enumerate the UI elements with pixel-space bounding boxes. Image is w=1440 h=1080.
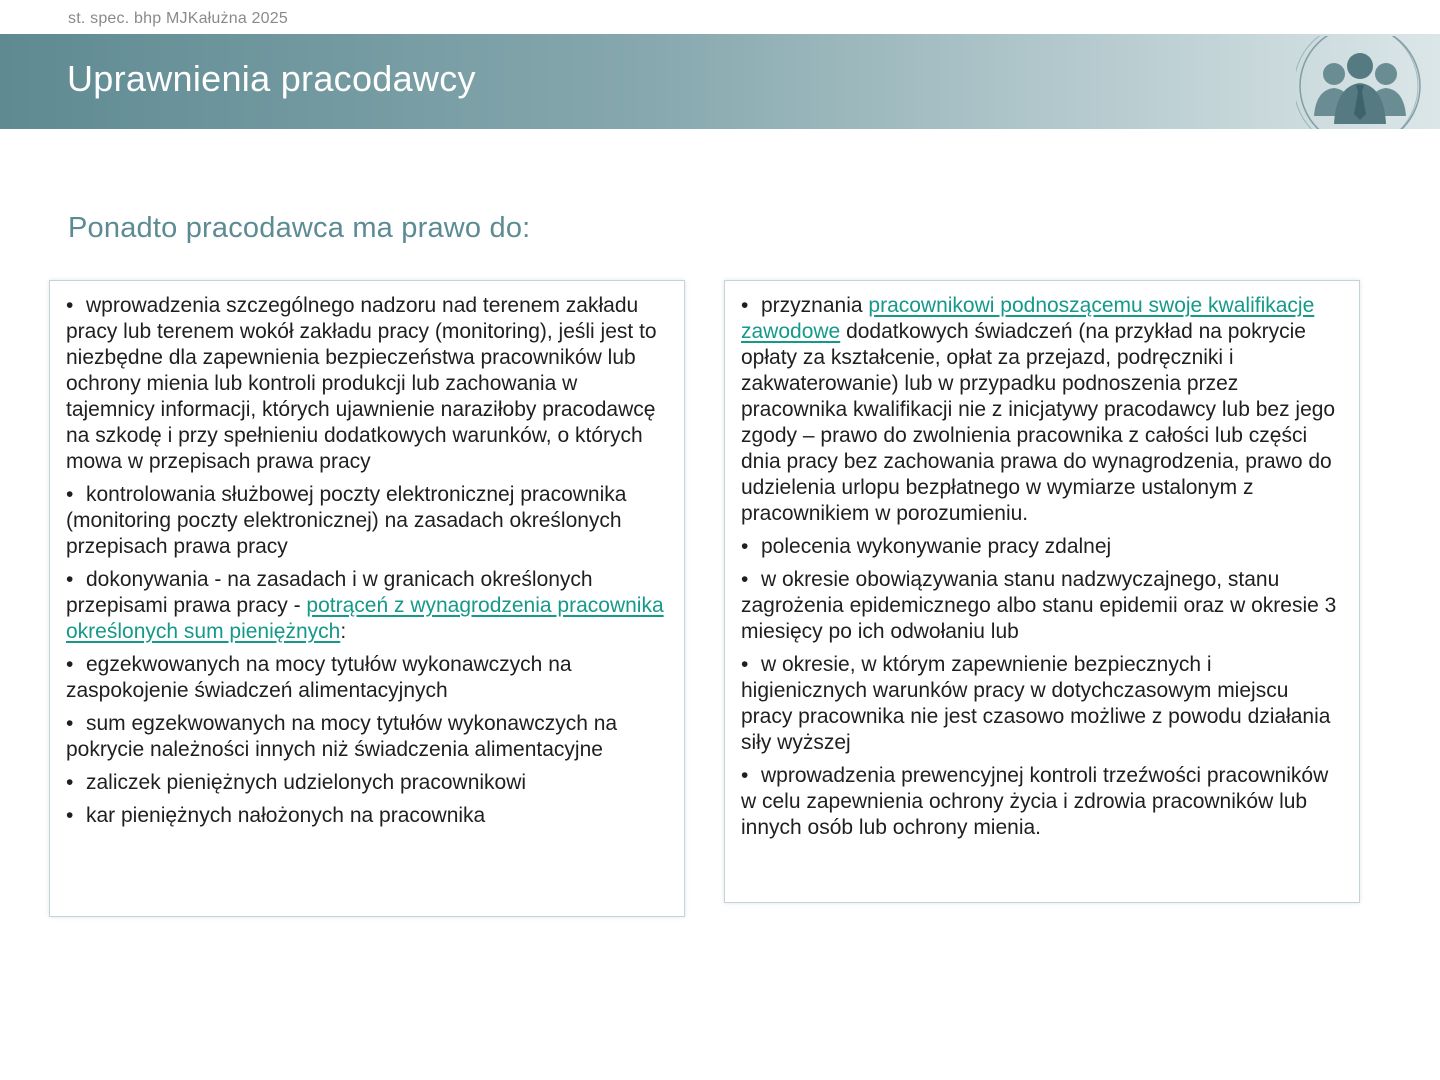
list-item [66,567,668,645]
bullet-icon: • [66,771,74,794]
title-banner [0,34,1440,129]
item-text: kontrolowania służbowej poczty elektronicznej pracownika (monitoring poczty elektronicznej) na zasadach określonych przepisach prawa pracy [66,483,627,558]
list-item [66,770,668,796]
item-text: polecenia wykonywanie pracy zdalnej [761,535,1112,558]
section-subtitle: Ponadto pracodawca ma prawo do: [68,212,531,244]
item-text-suffix: dodatkowych świadczeń (na przykład na pokrycie opłaty za kształcenie, opłat za przejazd, podręczniki i zakwaterowanie) lub w przypadku podnoszenia przez pracownika kwalifikacji nie z inicjatywy pracodawcy lub bez jego zgody – prawo do zwolnienia pracownika z całości lub części dnia pracy bez zachowania prawa do wynagrodzenia, prawo do udzielenia urlopu bezpłatnego w wymiarze ustalonym z pracownikiem w porozumieniu. [741,320,1336,525]
bullet-icon: • [741,294,749,317]
bullet-icon: • [741,568,749,591]
bullet-icon: • [66,568,74,591]
list-item [741,293,1343,527]
footer-watermark: st. spec. bhp MJKałużna 2025 [68,10,288,27]
item-text: w okresie, w którym zapewnienie bezpiecznych i higienicznych warunków pracy w dotychczasowym miejscu pracy pracownika nie jest czasowo możliwe z powodu działania siły wyższej [741,653,1331,754]
list-item [66,482,668,560]
bullet-icon: • [741,535,749,558]
bullet-icon: • [66,653,74,676]
deductions-link[interactable]: potrąceń z wynagrodzenia pracownika określonych sum pieniężnych [66,594,664,643]
page-title: Uprawnienia pracodawcy [67,58,476,99]
list-item [66,803,668,829]
item-text: w okresie obowiązywania stanu nadzwyczajnego, stanu zagrożenia epidemicznego albo stanu epidemii oraz w okresie 3 miesięcy po ich odwołaniu lub [741,568,1337,643]
list-item [741,763,1343,841]
item-text: sum egzekwowanych na mocy tytułów wykonawczych na pokrycie należności innych niż świadczenia alimentacyjne [66,712,618,761]
item-text-suffix: : [340,620,347,643]
bullet-icon: • [66,804,74,827]
item-text: egzekwowanych na mocy tytułów wykonawczych na zaspokojenie świadczeń alimentacyjnych [66,653,572,702]
list-item [66,711,668,763]
list-item [741,534,1343,560]
item-text: wprowadzenia szczególnego nadzoru nad terenem zakładu pracy lub terenem wokół zakładu pracy (monitoring), jeśli jest to niezbędne dla zapewnienia bezpieczeństwa pracowników lub ochrony mienia lub kontroli produkcji lub zachowania w tajemnicy informacji, których ujawnienie naraziłoby pracodawcę na szkodę i przy spełnieniu dodatkowych warunków, o których mowa w przepisach prawa pracy [66,294,657,473]
item-text: wprowadzenia prewencyjnej kontroli trzeźwości pracowników w celu zapewnienia ochrony życia i zdrowia pracowników lub innych osób lub ochrony mienia. [741,764,1329,839]
item-text: kar pieniężnych nałożonych na pracownika [86,804,486,827]
bullet-icon: • [741,653,749,676]
bullet-icon: • [66,483,74,506]
right-rights-panel [724,280,1360,903]
qualifications-link[interactable]: pracownikowi podnoszącemu swoje kwalifikacje zawodowe [741,294,1315,343]
bullet-icon: • [66,294,74,317]
bullet-icon: • [66,712,74,735]
list-item [66,293,668,475]
people-group-icon [1296,36,1424,129]
item-text: przyznania [761,294,869,317]
left-rights-panel [49,280,685,917]
item-text: zaliczek pieniężnych udzielonych pracownikowi [86,771,527,794]
list-item [66,652,668,704]
item-text: dokonywania - na zasadach i w granicach określonych przepisami prawa pracy - [66,568,593,617]
list-item [741,652,1343,756]
list-item [741,567,1343,645]
bullet-icon: • [741,764,749,787]
